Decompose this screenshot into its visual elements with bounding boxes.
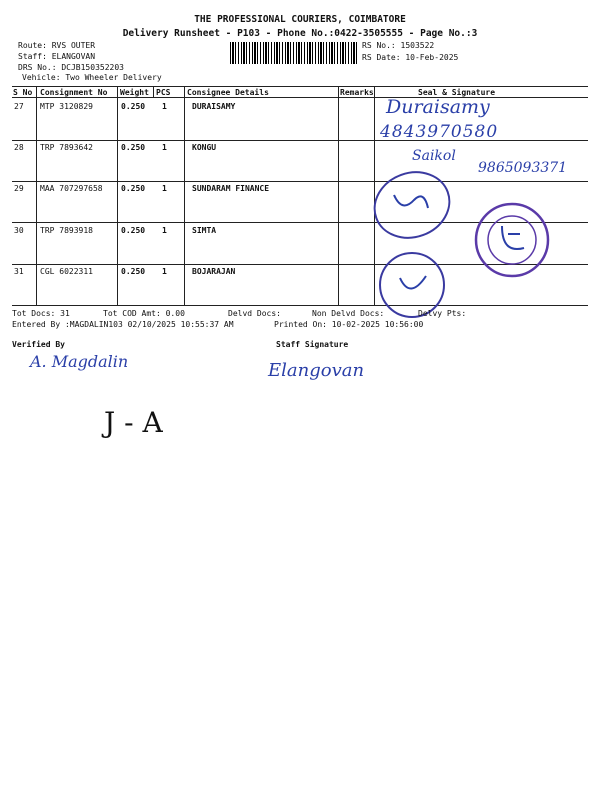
handwritten-signature: Duraisamy: [386, 96, 490, 118]
route-label: Route: RVS OUTER: [18, 41, 96, 50]
delivery-points: Delvy Pts:: [418, 309, 467, 318]
col-header-pcs: PCS: [156, 88, 171, 97]
handwritten-phone: 4843970580: [380, 122, 499, 142]
handwritten-phone: 9865093371: [478, 160, 568, 176]
cell-consignment: MTP 3120829: [40, 102, 93, 111]
entered-by: Entered By :MAGDALIN103 02/10/2025 10:55:37 AM: [12, 320, 234, 329]
staff-label: Staff: ELANGOVAN: [18, 52, 96, 61]
runsheet-subtitle: Delivery Runsheet - P103 - Phone No.:0422-3505555 - Page No.:3: [122, 28, 478, 39]
cell-consignee: SIMTA: [192, 226, 217, 235]
cell-sno: 31: [14, 267, 24, 276]
verifier-signature: A. Magdalin: [30, 352, 129, 371]
cell-consignee: KONGU: [192, 143, 217, 152]
barcode: [230, 42, 358, 64]
table-header-rule: [12, 97, 588, 98]
company-stamp: [372, 162, 459, 248]
cell-sno: 29: [14, 184, 24, 193]
staff-handwritten-signature: Elangovan: [268, 360, 365, 381]
col-header-weight: Weight: [120, 88, 149, 97]
cell-consignee: DURAISAMY: [192, 102, 236, 111]
column-divider: [184, 86, 185, 305]
staff-signature-label: Staff Signature: [276, 340, 349, 349]
company-stamp: [380, 253, 444, 317]
non-delivered-docs: Non Delvd Docs:: [312, 309, 385, 318]
cell-consignee: SUNDARAM FINANCE: [192, 184, 270, 193]
col-header-seal: Seal & Signature: [418, 88, 496, 97]
cell-weight: 0.250: [121, 143, 146, 152]
cell-sno: 27: [14, 102, 24, 111]
column-divider: [338, 86, 339, 305]
column-divider: [36, 86, 37, 305]
stamps-overlay: [372, 160, 598, 320]
col-header-consignment: Consignment No: [40, 88, 108, 97]
cell-pcs: 1: [162, 143, 167, 152]
col-header-consignee: Consignee Details: [187, 88, 269, 97]
cell-pcs: 1: [162, 102, 167, 111]
total-cod: Tot COD Amt: 0.00: [103, 309, 185, 318]
cell-pcs: 1: [162, 226, 167, 235]
vehicle-label: Vehicle: Two Wheeler Delivery: [22, 73, 162, 82]
cell-consignment: MAA 707297658: [40, 184, 103, 193]
cell-sno: 28: [14, 143, 24, 152]
delivered-docs: Delvd Docs:: [228, 309, 281, 318]
cell-weight: 0.250: [121, 102, 146, 111]
cell-weight: 0.250: [121, 267, 146, 276]
verified-by-label: Verified By: [12, 340, 65, 349]
cell-consignee: BOJARAJAN: [192, 267, 236, 276]
cell-consignment: TRP 7893918: [40, 226, 93, 235]
row-divider: [12, 140, 588, 141]
cell-sno: 30: [14, 226, 24, 235]
bottom-scribble-signature: J - A: [104, 406, 163, 439]
column-divider: [117, 86, 118, 305]
column-divider: [153, 86, 154, 97]
company-title: THE PROFESSIONAL COURIERS, COIMBATORE: [194, 14, 406, 25]
total-docs: Tot Docs: 31: [12, 309, 70, 318]
cell-weight: 0.250: [121, 184, 146, 193]
cell-pcs: 1: [162, 184, 167, 193]
col-header-sno: S No: [13, 88, 33, 97]
company-stamp: [476, 204, 548, 276]
printed-on: Printed On: 10-02-2025 10:56:00: [274, 320, 424, 329]
drs-number: DRS No.: DCJB150352203: [18, 63, 124, 72]
cell-consignment: TRP 7893642: [40, 143, 93, 152]
table-top-rule: [12, 86, 588, 87]
handwritten-signature: Saikol: [412, 148, 456, 164]
rs-number: RS No.: 1503522: [362, 41, 435, 50]
cell-pcs: 1: [162, 267, 167, 276]
cell-weight: 0.250: [121, 226, 146, 235]
cell-consignment: CGL 6022311: [40, 267, 93, 276]
rs-date: RS Date: 10-Feb-2025: [362, 53, 459, 62]
col-header-remarks: Remarks: [340, 88, 374, 97]
